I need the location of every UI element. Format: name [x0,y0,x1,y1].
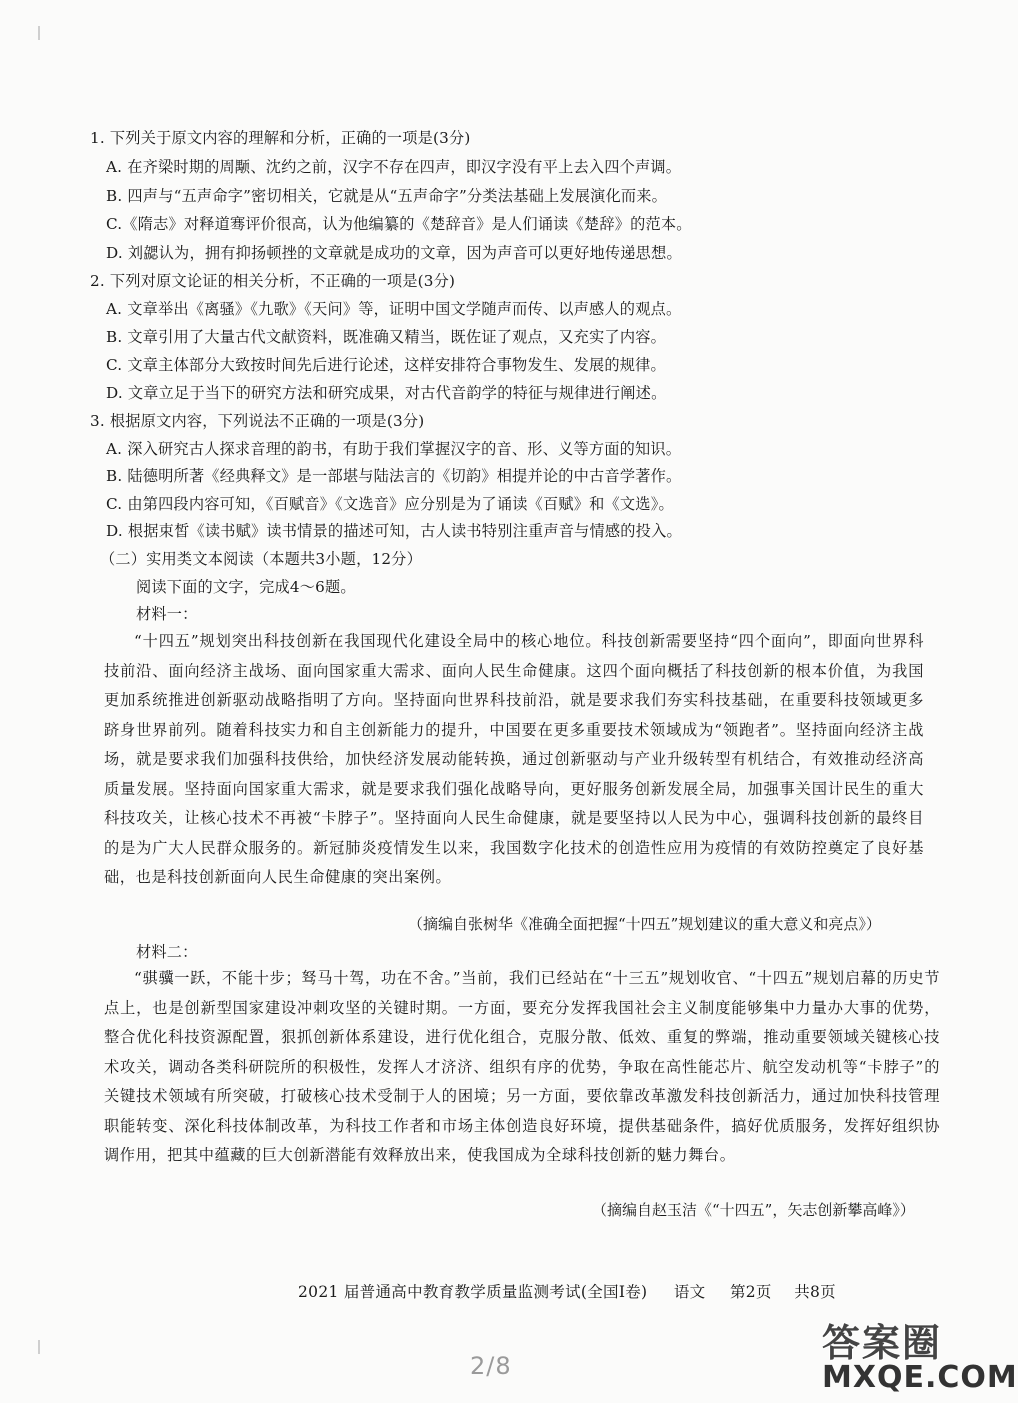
question-2-option-a: A. 文章举出《离骚》《九歌》《天问》等，证明中国文学随声而传、以声感人的观点。 [106,300,682,318]
question-3-option-b: B. 陆德明所著《经典释文》是一部堪与陆法言的《切韵》相提并论的中古音学著作。 [106,467,682,485]
question-3-option-c: C. 由第四段内容可知，《百赋音》《文选音》应分别是为了诵读《百赋》和《文选》。 [106,495,674,513]
material-2-label: 材料二： [136,943,198,961]
question-1-option-a: A. 在齐梁时期的周颙、沈约之前，汉字不存在四声，即汉字没有平上去入四个声调。 [106,158,682,176]
crop-mark-bottom [38,1340,40,1354]
viewer-page-indicator: 2/8 [470,1352,512,1380]
question-2-option-c: C. 文章主体部分大致按时间先后进行论述，这样安排符合事物发生、发展的规律。 [106,356,666,374]
question-1-option-c: C.《隋志》对释道骞评价很高，认为他编纂的《楚辞音》是人们诵读《楚辞》的范本。 [106,215,692,233]
material-2-source: （摘编自赵玉洁《“十四五”，矢志创新攀高峰》） [592,1201,915,1219]
site-watermark [818,1310,1018,1400]
footer-page: 第2页 [729,1283,772,1301]
question-1-stem: 1. 下列关于原文内容的理解和分析，正确的一项是(3分) [90,129,471,147]
footer-subject: 语文 [673,1283,706,1301]
question-3-option-d: D. 根据束皙《读书赋》读书情景的描述可知，古人读书特别注重声音与情感的投入。 [106,522,682,540]
material-2-text: “骐骥一跃，不能十步；驽马十驾，功在不舍。”当前，我们已经站在“十三五”规划收官、“十四五”规划启幕的历史节点上，也是创新型国家建设冲刺攻坚的关键时期。一方面，要充分发挥我国社会主义制度能够集中力量办大事的优势，整合优化科技资源配置，狠抓创新体系建设，进行优化组合，克服分散、低效、重复的弊端，推动重要领域关键核心技术攻关，调动各类科研院所的积极性，发挥人才济济、组织有序的优势，争取在高性能芯片、航空发动机等“卡脖子”的关键技术领域有所突破，打破核心技术受制于人的困境；另一方面，要依靠改革激发科技创新活力，通过加快科技管理职能转变、深化科技体制改革，为科技工作者和市场主体创造良好环境，提供基础条件，搞好优质服务，发挥好组织协调作用，把其中蕴藏的巨大创新潜能有效释放出来，使我国成为全球科技创新的魅力舞台。 [104,969,940,1164]
question-2-option-d: D. 文章立足于当下的研究方法和研究成果，对古代音韵学的特征与规律进行阐述。 [106,384,667,402]
material-1-text: “十四五”规划突出科技创新在我国现代化建设全局中的核心地位。科技创新需要坚持“四个面向”，即面向世界科技前沿、面向经济主战场、面向国家重大需求、面向人民生命健康。这四个面向概括了科技创新的根本价值，为我国更加系统推进创新驱动战略指明了方向。坚持面向世界科技前沿，就是要求我们夯实科技基础，在重要科技领域更多跻身世界前列。随着科技实力和自主创新能力的提升，中国要在更多重要技术领域成为“领跑者”。坚持面向经济主战场，就是要求我们加强科技供给，加快经济发展动能转换，通过创新驱动与产业升级转型有机结合，有效推动经济高质量发展。坚持面向国家重大需求，就是要求我们强化战略导向，更好服务创新发展全局，加强事关国计民生的重大科技攻关，让核心技术不再被“卡脖子”。坚持面向人民生命健康，就是要坚持以人民为中心，强调科技创新的最终目的是为广大人民群众服务的。新冠肺炎疫情发生以来，我国数字化技术的创造性应用为疫情的有效防控奠定了良好基础，也是科技创新面向人民生命健康的突出案例。 [104,632,924,886]
section-instruction: 阅读下面的文字，完成4～6题。 [136,578,356,596]
watermark-domain: MXQE.COM [822,1360,1018,1395]
footer-exam-title: 2021 届普通高中教育教学质量监测考试(全国Ⅰ卷) [298,1283,648,1301]
question-3-stem: 3. 根据原文内容，下列说法不正确的一项是(3分) [90,412,425,430]
material-1-label: 材料一： [136,605,198,623]
section-heading: （二）实用类文本阅读（本题共3小题，12分） [100,550,422,568]
watermark-logo-text: 答案圈 [822,1321,943,1365]
question-2-option-b: B. 文章引用了大量古代文献资料，既准确又精当，既佐证了观点，又充实了内容。 [106,328,666,346]
footer-total: 共8页 [794,1283,836,1301]
question-1-option-b: B. 四声与“五声命字”密切相关，它就是从“五声命字”分类法基础上发展演化而来。 [106,187,668,205]
question-1-option-d: D. 刘勰认为，拥有抑扬顿挫的文章就是成功的文章，因为声音可以更好地传递思想。 [106,244,682,262]
question-3-option-a: A. 深入研究古人探求音理的韵书，有助于我们掌握汉字的音、形、义等方面的知识。 [106,440,682,458]
material-1-source: （摘编自张树华《准确全面把握“十四五”规划建议的重大意义和亮点》） [408,915,881,933]
crop-mark-top [38,26,40,40]
page-footer [298,1282,836,1302]
question-2-stem: 2. 下列对原文论证的相关分析，不正确的一项是(3分) [90,272,456,290]
